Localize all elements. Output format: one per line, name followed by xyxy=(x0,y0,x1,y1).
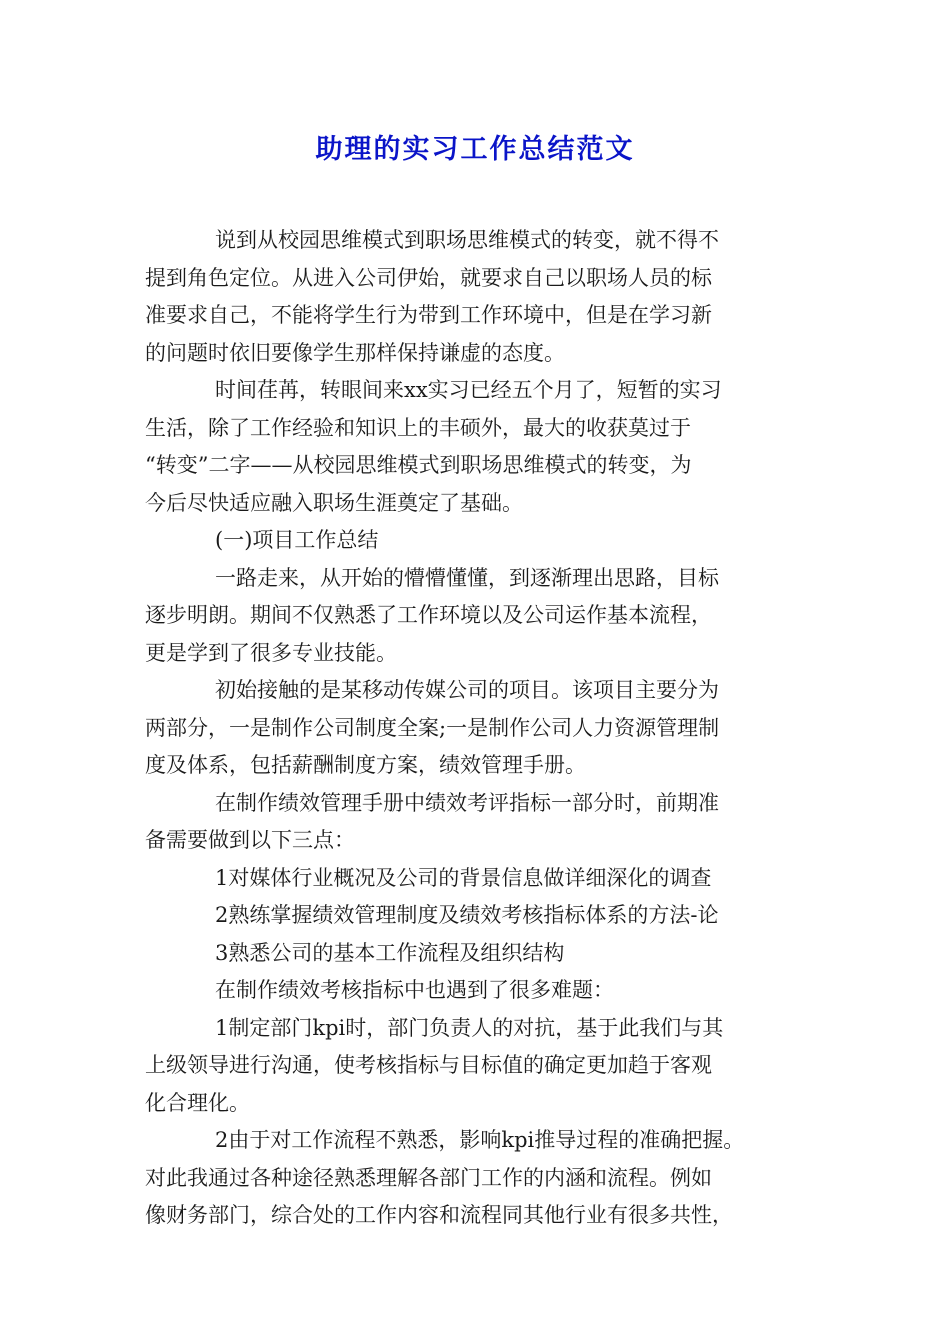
document-title: 助理的实习工作总结范文 xyxy=(315,134,635,165)
text-line: 在制作绩效考核指标中也遇到了很多难题： xyxy=(215,978,614,1002)
text-line: 的问题时依旧要像学生那样保持谦虚的态度。 xyxy=(145,340,565,365)
text-line: 生活，除了工作经验和知识上的丰硕外，最大的收获莫过于 xyxy=(145,415,691,440)
text-line: 1对媒体行业概况及公司的背景信息做详细深化的调查 xyxy=(215,865,712,890)
text-line: 逐步明朗。期间不仅熟悉了工作环境以及公司运作基本流程， xyxy=(145,603,712,627)
text-line: 2由于对工作流程不熟悉，影响kpi推导过程的准确把握。 xyxy=(215,1128,745,1152)
text-line: 更是学到了很多专业技能。 xyxy=(145,640,397,665)
document-body xyxy=(145,222,805,1235)
text-line: 说到从校园思维模式到职场思维模式的转变，就不得不 xyxy=(215,228,719,252)
text-line: 一路走来，从开始的懵懵懂懂，到逐渐理出思路，目标 xyxy=(215,565,719,590)
text-line: 像财务部门，综合处的工作内容和流程同其他行业有很多共性， xyxy=(145,1203,733,1227)
text-line: 备需要做到以下三点： xyxy=(145,828,355,852)
text-line: 时间荏苒，转眼间来xx实习已经五个月了，短暂的实习 xyxy=(215,378,722,402)
text-line: 今后尽快适应融入职场生涯奠定了基础。 xyxy=(145,490,523,515)
text-line: 在制作绩效管理手册中绩效考评指标一部分时，前期准 xyxy=(215,790,719,815)
text-line: 上级领导进行沟通，使考核指标与目标值的确定更加趋于客观 xyxy=(145,1053,712,1077)
text-line: 1制定部门kpi时，部门负责人的对抗，基于此我们与其 xyxy=(215,1015,724,1040)
text-line: 初始接触的是某移动传媒公司的项目。该项目主要分为 xyxy=(215,678,719,702)
text-line: 对此我通过各种途径熟悉理解各部门工作的内涵和流程。例如 xyxy=(145,1165,712,1190)
text-line: 3熟悉公司的基本工作流程及组织结构 xyxy=(215,940,565,965)
text-line: 2熟练掌握绩效管理制度及绩效考核指标体系的方法-论 xyxy=(215,903,719,927)
text-line: 提到角色定位。从进入公司伊始，就要求自己以职场人员的标 xyxy=(145,265,712,290)
text-line: (一)项目工作总结 xyxy=(215,528,379,552)
text-line: 度及体系，包括薪酬制度方案，绩效管理手册。 xyxy=(145,753,586,777)
text-line: 准要求自己，不能将学生行为带到工作环境中，但是在学习新 xyxy=(145,303,712,327)
text-line: 化合理化。 xyxy=(145,1090,250,1115)
text-line: 两部分，一是制作公司制度全案;一是制作公司人力资源管理制 xyxy=(145,715,720,740)
text-line: “转变”二字——从校园思维模式到职场思维模式的转变，为 xyxy=(145,453,692,477)
